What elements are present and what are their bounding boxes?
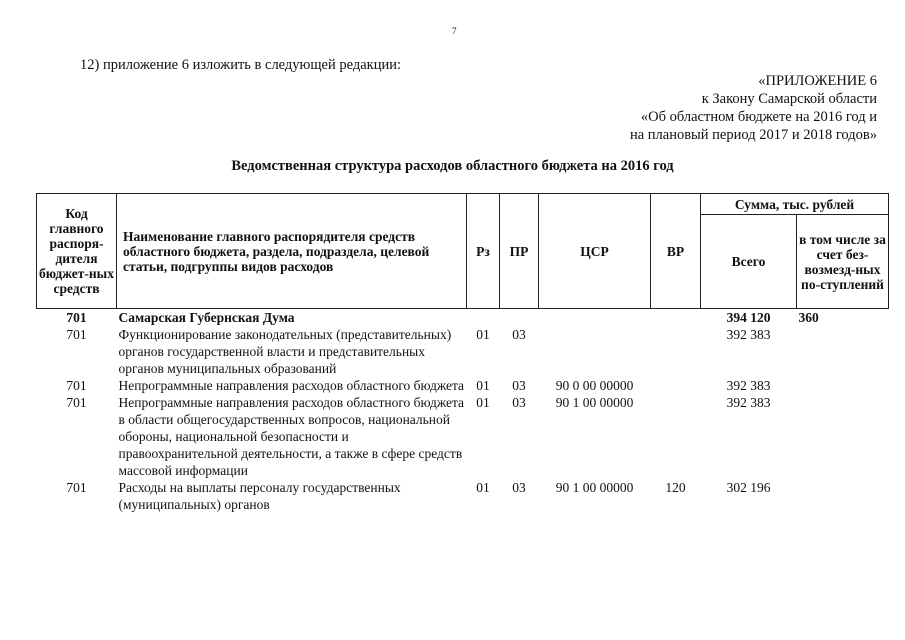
cell-pr [500, 309, 539, 327]
cell-name: Непрограммные направления расходов областного бюджета в области общегосударственных вопросов, национальной обороны, национальной безопасности и правоохранительной деятельности, а также в сфере средств массовой информации [118, 395, 465, 478]
table-row [37, 479, 889, 513]
cell-rz [467, 309, 500, 327]
cell-csr: 90 1 00 00000 [555, 395, 634, 410]
cell-code: 701 [66, 378, 87, 393]
appendix-line: «Об областном бюджете на 2016 год и [640, 109, 877, 125]
cell-pr: 03 [512, 480, 526, 495]
cell-code: 701 [66, 480, 87, 495]
cell-pr: 03 [512, 395, 526, 410]
cell-rz: 01 [476, 327, 490, 342]
cell-vr [651, 377, 701, 394]
header-rz: Рз [467, 194, 500, 309]
table-row [37, 394, 889, 479]
header-sum-group: Сумма, тыс. рублей [701, 194, 889, 215]
cell-rz: 01 [476, 395, 490, 410]
appendix-line: «ПРИЛОЖЕНИЕ 6 [758, 73, 877, 89]
intro-text: 12) приложение 6 изложить в следующей редакции: [80, 57, 402, 73]
cell-csr: 90 0 00 00000 [555, 378, 634, 393]
cell-name: Непрограммные направления расходов областного бюджета [118, 378, 465, 393]
cell-code: 701 [66, 310, 87, 325]
cell-pr: 03 [512, 327, 526, 342]
cell-rz: 01 [476, 378, 490, 393]
cell-vr: 120 [665, 480, 686, 495]
appendix-line: к Закону Самарской области [701, 91, 877, 107]
cell-vr [651, 394, 701, 479]
cell-name: Самарская Губернская Дума [118, 310, 295, 325]
cell-csr [539, 309, 651, 327]
cell-total: 392 383 [726, 327, 771, 342]
table-row [37, 326, 889, 377]
cell-total: 392 383 [726, 395, 771, 410]
appendix-header [630, 72, 877, 144]
header-grants: в том числе за счет без-возмезд-ных по-ступлений [797, 215, 889, 309]
cell-rz: 01 [476, 480, 490, 495]
cell-csr: 90 1 00 00000 [555, 480, 634, 495]
cell-name: Функционирование законодательных (представительных) органов государственной власти и представительных органов муниципальных образований [118, 327, 452, 376]
header-code: Код главного распоря-дителя бюджет-ных средств [37, 194, 117, 309]
cell-vr [651, 326, 701, 377]
cell-code: 701 [66, 395, 87, 410]
header-pr: ПР [500, 194, 539, 309]
header-total: Всего [701, 215, 797, 309]
appendix-line: на плановый период 2017 и 2018 годов» [629, 127, 877, 143]
cell-vr [651, 309, 701, 327]
table-row [37, 309, 889, 327]
cell-total: 392 383 [726, 378, 771, 393]
header-csr: ЦСР [539, 194, 651, 309]
cell-grants [797, 377, 889, 394]
cell-total: 302 196 [726, 480, 771, 495]
cell-grants [797, 394, 889, 479]
header-name: Наименование главного распорядителя средств областного бюджета, раздела, подраздела, целевой статьи, подгруппы видов расходов [117, 194, 467, 309]
cell-grants [797, 479, 889, 513]
cell-total: 394 120 [726, 310, 771, 325]
cell-grants [797, 326, 889, 377]
table-body [37, 309, 889, 514]
cell-csr [539, 326, 651, 377]
budget-table [36, 193, 889, 513]
cell-code: 701 [66, 327, 87, 342]
table-row [37, 377, 889, 394]
cell-name: Расходы на выплаты персоналу государственных (муниципальных) органов [118, 480, 401, 512]
cell-grants: 360 [798, 310, 819, 325]
document-title: Ведомственная структура расходов областного бюджета на 2016 год [231, 158, 674, 174]
page-number: 7 [452, 26, 457, 36]
cell-pr: 03 [512, 378, 526, 393]
header-vr: ВР [651, 194, 701, 309]
